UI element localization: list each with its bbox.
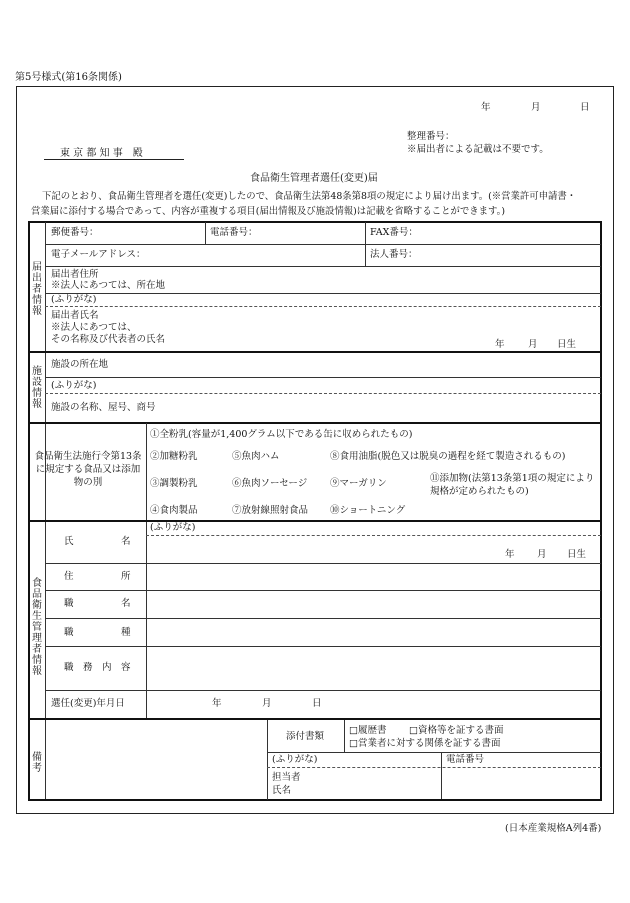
food-item-9[interactable]: ⑨マーガリン xyxy=(330,478,387,489)
date-day: 日 xyxy=(580,102,590,113)
food-item-10[interactable]: ⑩ショートニング xyxy=(330,505,406,516)
intro-text-line1: 下記のとおり、食品衛生管理者を選任(変更)したので、食品衛生法第48条第8項の規定により届け出ます。(※営業許可申請書・ xyxy=(42,191,577,202)
manager-section-label: 食品衛生管理者情報 xyxy=(32,578,42,677)
applicant-name-note2: その名称及び代表者の氏名 xyxy=(51,334,166,345)
phone-field[interactable]: 電話番号： xyxy=(210,227,258,238)
applicant-birth-day: 日生 xyxy=(557,339,577,350)
date-year: 年 xyxy=(481,102,491,113)
applicant-name-label: 届出者氏名 xyxy=(51,310,99,321)
food-item-7[interactable]: ⑦放射線照射食品 xyxy=(232,505,309,516)
food-item-5[interactable]: ⑤魚肉ハム xyxy=(232,451,280,462)
attach-qualification-checkbox[interactable]: □資格等を証する書面 xyxy=(409,725,504,736)
food-item-6[interactable]: ⑥魚肉ソーセージ xyxy=(232,478,308,489)
manager-occupation-label: 職 名 xyxy=(64,598,131,609)
facility-location-label: 施設の所在地 xyxy=(51,359,109,370)
remarks-section-label: 備考 xyxy=(32,752,42,774)
form-number: 第5号様式(第16条関係) xyxy=(15,72,122,83)
manager-name-label: 氏 名 xyxy=(64,536,131,547)
appointed-date-label: 選任(変更)年月日 xyxy=(51,698,125,709)
reference-number-note: ※届出者による記載は不要です。 xyxy=(407,144,549,155)
food-item-8[interactable]: ⑧食用油脂(脱色又は脱臭の過程を経て製造されるもの) xyxy=(330,451,566,462)
manager-birth-year: 年 xyxy=(505,549,515,560)
contact-furigana: (ふりがな) xyxy=(272,754,318,765)
applicant-birth-month: 月 xyxy=(528,339,538,350)
addressee: 東 京 都 知 事 殿 xyxy=(44,144,184,160)
intro-text-line2: 営業届に添付する場合であって、内容が重複する項目(届出情報及び施設情報)は記載を省略することができます。) xyxy=(31,206,505,217)
facility-name-label: 施設の名称、屋号、商号 xyxy=(51,402,156,413)
contact-phone-label: 電話番号 xyxy=(446,754,485,765)
food-item-11[interactable]: ⑪添加物(法第13条第1項の規定により規格が定められたもの) xyxy=(430,473,595,497)
food-item-3[interactable]: ③調製粉乳 xyxy=(150,478,198,489)
manager-furigana: (ふりがな) xyxy=(150,522,196,533)
facility-furigana: (ふりがな) xyxy=(51,380,97,391)
postal-code-field[interactable]: 郵便番号： xyxy=(51,227,99,238)
manager-address-label: 住 所 xyxy=(64,571,131,582)
manager-birth-day: 日生 xyxy=(567,549,587,560)
appointed-day: 日 xyxy=(312,698,322,709)
reference-number-label: 整理番号： xyxy=(407,131,455,142)
applicant-address-note: ※法人にあつては、所在地 xyxy=(51,280,166,291)
food-item-4[interactable]: ④食肉製品 xyxy=(150,505,198,516)
contact-person-label1: 担当者 xyxy=(272,772,301,783)
date-month: 月 xyxy=(531,102,541,113)
food-item-1[interactable]: ①全粉乳(容量が1,400グラム以下である缶に収められたもの) xyxy=(150,429,413,440)
applicant-birth-year: 年 xyxy=(495,339,505,350)
appointed-year: 年 xyxy=(212,698,222,709)
manager-type-label: 職 種 xyxy=(64,627,131,638)
applicant-furigana: (ふりがな) xyxy=(51,294,97,305)
facility-section-label: 施設情報 xyxy=(32,366,42,410)
attach-resume-checkbox[interactable]: □履歴書 xyxy=(349,725,387,736)
form-title: 食品衛生管理者選任(変更)届 xyxy=(250,173,378,184)
food-item-2[interactable]: ②加糖粉乳 xyxy=(150,451,198,462)
attachments-label: 添付書類 xyxy=(286,731,325,742)
manager-birth-month: 月 xyxy=(537,549,547,560)
food-category-label: 食品衛生法施行令第13条に規定する食品又は添加物の別 xyxy=(34,451,142,488)
appointed-month: 月 xyxy=(262,698,272,709)
manager-duties-label: 職 務 内 容 xyxy=(64,662,131,673)
contact-person-label2: 氏名 xyxy=(272,785,292,796)
corporate-number-field[interactable]: 法人番号： xyxy=(370,249,418,260)
email-field[interactable]: 電子メールアドレス： xyxy=(51,249,146,260)
applicant-section-label: 届出者情報 xyxy=(32,262,42,317)
footer-standard: (日本産業規格A列4番) xyxy=(505,823,602,834)
attach-relationship-checkbox[interactable]: □営業者に対する関係を証する書面 xyxy=(349,738,501,749)
applicant-name-note1: ※法人にあつては、 xyxy=(51,322,137,333)
fax-field[interactable]: FAX番号： xyxy=(370,227,418,238)
applicant-address-label: 届出者住所 xyxy=(51,269,99,280)
